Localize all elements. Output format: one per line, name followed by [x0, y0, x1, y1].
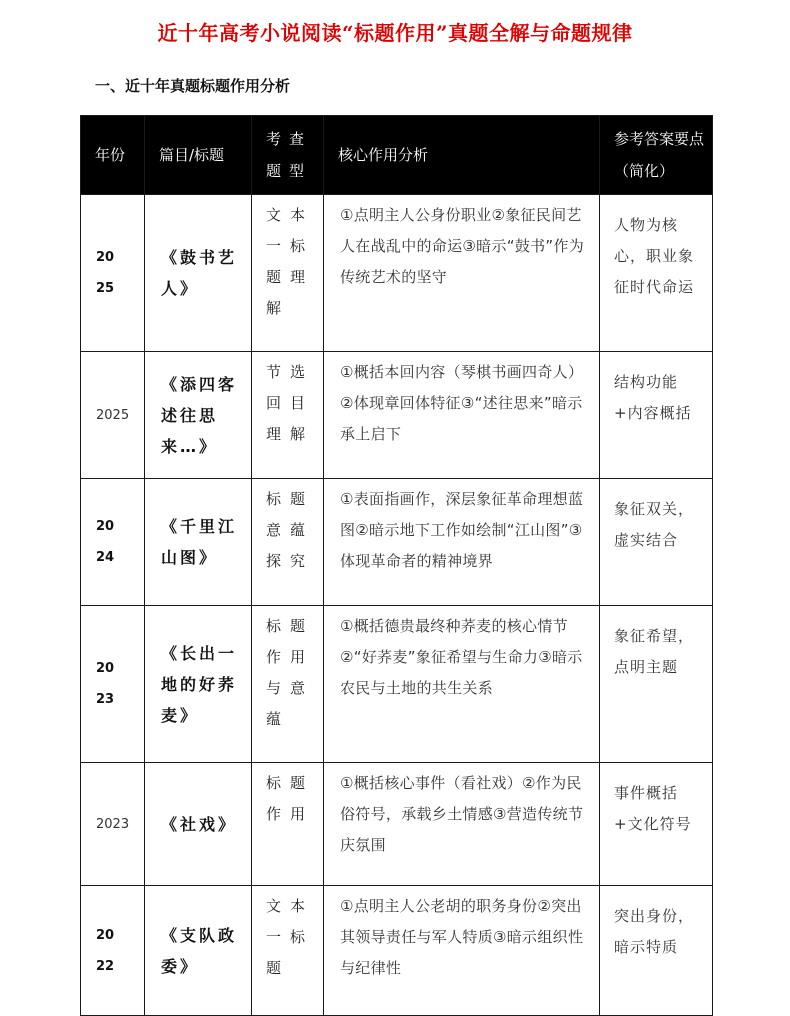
analysis-table	[80, 115, 713, 1016]
table-row	[81, 606, 713, 763]
header-title: 篇目/标题	[145, 116, 252, 195]
cell-question-type: 标题作用	[252, 763, 324, 886]
cell-answer-points: 象征希望，点明主题	[600, 606, 713, 763]
cell-year: 2025	[81, 352, 145, 479]
cell-answer-points: 人物为核心，职业象征时代命运	[600, 195, 713, 352]
cell-question-type: 节选回目理解	[252, 352, 324, 479]
cell-core-analysis: ①概括核心事件（看社戏）②作为民俗符号，承载乡土情感③营造传统节庆氛围	[324, 763, 600, 886]
cell-year: 2023	[81, 763, 145, 886]
table-row	[81, 763, 713, 886]
cell-year: 2022	[81, 886, 145, 1016]
cell-answer-points: 事件概括+文化符号	[600, 763, 713, 886]
cell-year: 2024	[81, 479, 145, 606]
cell-answer-points: 结构功能+内容概括	[600, 352, 713, 479]
cell-core-analysis: ①点明主人公老胡的职务身份②突出其领导责任与军人特质③暗示组织性与纪律性	[324, 886, 600, 1016]
cell-core-analysis: ①表面指画作，深层象征革命理想蓝图②暗示地下工作如绘制“江山图”③体现革命者的精神境界	[324, 479, 600, 606]
cell-question-type: 文本一标题	[252, 886, 324, 1016]
cell-title: 《添四客述往思来…》	[145, 352, 252, 479]
cell-title: 《长出一地的好荞麦》	[145, 606, 252, 763]
header-answer: 参考答案要点（简化）	[600, 116, 713, 195]
header-year: 年份	[81, 116, 145, 195]
cell-answer-points: 象征双关，虚实结合	[600, 479, 713, 606]
cell-question-type: 标题意蕴探究	[252, 479, 324, 606]
table-row	[81, 886, 713, 1016]
cell-title: 《鼓书艺人》	[145, 195, 252, 352]
cell-answer-points: 突出身份，暗示特质	[600, 886, 713, 1016]
table-header	[81, 116, 713, 195]
section-heading: 一、近十年真题标题作用分析	[95, 77, 291, 95]
header-core: 核心作用分析	[324, 116, 600, 195]
table-row	[81, 479, 713, 606]
cell-core-analysis: ①概括德贵最终种荞麦的核心情节②“好荞麦”象征希望与生命力③暗示农民与土地的共生关系	[324, 606, 600, 763]
cell-question-type: 标题作用与意蕴	[252, 606, 324, 763]
table-row	[81, 195, 713, 352]
cell-title: 《支队政委》	[145, 886, 252, 1016]
cell-year: 2025	[81, 195, 145, 352]
table-row	[81, 352, 713, 479]
cell-core-analysis: ①概括本回内容（琴棋书画四奇人）②体现章回体特征③“述往思来”暗示承上启下	[324, 352, 600, 479]
document-title: 近十年高考小说阅读“标题作用”真题全解与命题规律	[157, 21, 633, 45]
cell-title: 《社戏》	[145, 763, 252, 886]
cell-question-type: 文本一标题理解	[252, 195, 324, 352]
cell-core-analysis: ①点明主人公身份职业②象征民间艺人在战乱中的命运③暗示“鼓书”作为传统艺术的坚守	[324, 195, 600, 352]
cell-year: 2023	[81, 606, 145, 763]
cell-title: 《千里江山图》	[145, 479, 252, 606]
header-type: 考查题型	[252, 116, 324, 195]
